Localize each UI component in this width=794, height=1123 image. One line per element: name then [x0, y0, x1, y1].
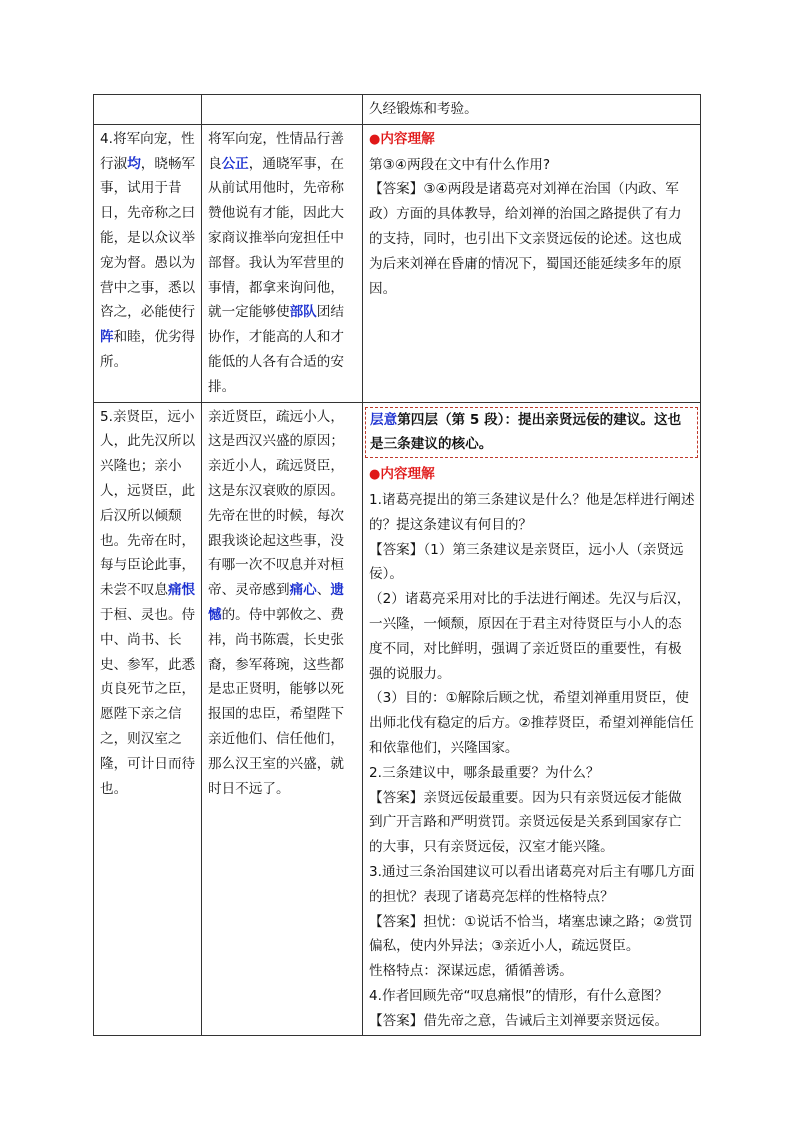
translation-cell: [202, 402, 363, 1036]
answer: （3）目的：①解除后顾之忧，希望刘禅重用贤臣，使出师北伐有稳定的后方。②推荐贤臣，希望刘禅能信任和依靠他们，兴隆国家。: [369, 690, 694, 756]
analysis-cell: [363, 402, 701, 1036]
keyword: 痛恨: [167, 582, 196, 599]
original-text-cell: [94, 402, 202, 1036]
answer: 【答案】③④两段是诸葛亮对刘禅在治国（内政、军政）方面的具体教导，给刘禅的治国之路提供了有力的支持，同时，也引出下文亲贤远佞的论述。这也成为后来刘禅在昏庸的情况下，蜀国还能延续多年的原因。: [369, 181, 682, 297]
keyword: 公正: [221, 155, 249, 172]
keyword: 痛心: [289, 582, 317, 599]
red-dot-icon: ●: [369, 467, 381, 483]
question: 3.通过三条治国建议可以看出诸葛亮对后主有哪几方面的担忧？表现了诸葛亮怎样的性格特点？: [369, 863, 695, 905]
question: 4.作者回顾先帝“叹息痛恨”的情形，有什么意图？: [369, 987, 668, 1004]
question: 2.三条建议中，哪条最重要？为什么？: [369, 764, 600, 781]
section-heading: ●内容理解: [369, 466, 435, 483]
translation-text: 团结协作，才能高的人和才能低的人各有合适的安排。: [208, 304, 344, 395]
original-text-cell: [94, 95, 202, 125]
original-text: 4.将军向宠，性行淑: [100, 130, 195, 172]
keyword: 均: [127, 155, 141, 172]
question: 1.诸葛亮提出的第三条建议是什么？他是怎样进行阐述的？提这条建议有何目的？: [369, 491, 695, 533]
original-text: 于桓、灵也。侍中、尚书、长史、参军，此悉贞良死节之臣，愿陛下亲之信之，则汉室之隆，可计日而待也。: [100, 606, 196, 797]
translation-text: 的。侍中郭攸之、费祎，尚书陈震，长史张裔，参军蒋琬，这些都是忠正贤明，能够以死报国的忠臣，希望陛下亲近他们、信任他们，那么汉王室的兴盛，就时日不远了。: [208, 606, 344, 797]
answer: 【答案】担忧：①说话不恰当，堵塞忠谏之路；②赏罚偏私，使内外异法；③亲近小人，疏远贤臣。: [369, 913, 693, 955]
original-text: 5.亲贤臣，远小人，此先汉所以兴隆也；亲小人，远贤臣，此后汉所以倾颓也。先帝在时，每与臣论此事，未尝不叹息: [100, 408, 196, 599]
continuation-text: 久经锻炼和考验。: [369, 101, 478, 117]
table-row: [94, 124, 701, 402]
original-text: ，晓畅军事，试用于昔日，先帝称之曰能，是以众议举宠为督。愚以为营中之事，悉以咨之，必能使行: [100, 155, 196, 321]
keyword: 阵: [100, 329, 114, 346]
layer-label: 层意: [370, 411, 398, 428]
keyword: 部队: [289, 304, 317, 321]
analysis-cell: [363, 95, 701, 125]
answer: 性格特点：深谋远虑，循循善诱。: [369, 963, 573, 980]
question: 第③④两段在文中有什么作用?: [369, 156, 551, 173]
layer-text: 第四层（第 5 段）：提出亲贤远佞的建议。这也是三条建议的核心。: [370, 411, 682, 453]
content-table: [93, 94, 701, 1036]
keyword: 遗憾: [208, 582, 344, 623]
translation-text: 将军向宠，性情品行善良: [208, 130, 344, 172]
original-text: 和睦，优劣得所。: [100, 329, 196, 370]
translation-cell: [202, 124, 363, 402]
red-dot-icon: ●: [369, 131, 381, 147]
translation-text: 亲近贤臣，疏远小人，这是西汉兴盛的原因；亲近小人，疏远贤臣，这是东汉衰败的原因。先帝在世的时候，每次跟我谈论起这些事，没有哪一次不叹息并对桓帝、灵帝感到: [208, 408, 344, 599]
answer: 【答案】借先帝之意，告诫后主刘禅要亲贤远佞。: [369, 1012, 669, 1029]
section-heading: ●内容理解: [369, 130, 435, 147]
translation-cell: [202, 95, 363, 125]
analysis-cell: [363, 124, 701, 402]
answer: 【答案】（1）第三条建议是亲贤臣，远小人（亲贤远佞）。: [369, 541, 684, 583]
translation-text: ，通晓军事，在从前试用他时，先帝称赞他说有才能，因此大家商议推举向宠担任中部督。我认为军营里的事情，都拿来询问他，就一定能够使: [208, 155, 344, 321]
translation-text: 、: [316, 582, 331, 599]
table-row: [94, 402, 701, 1036]
answer: 【答案】亲贤远佞最重要。因为只有亲贤远佞才能做到广开言路和严明赏罚。亲贤远佞是关系到国家存亡的大事，只有亲贤远佞，汉室才能兴隆。: [369, 789, 682, 856]
table-row: [94, 95, 701, 125]
answer: （2）诸葛亮采用对比的手法进行阐述。先汉与后汉，一兴隆，一倾颓，原因在于君主对待贤臣与小人的态度不同，对比鲜明，强调了亲近贤臣的重要性，有极强的说服力。: [369, 591, 691, 682]
layer-summary-box: [365, 407, 698, 459]
original-text-cell: [94, 124, 202, 402]
